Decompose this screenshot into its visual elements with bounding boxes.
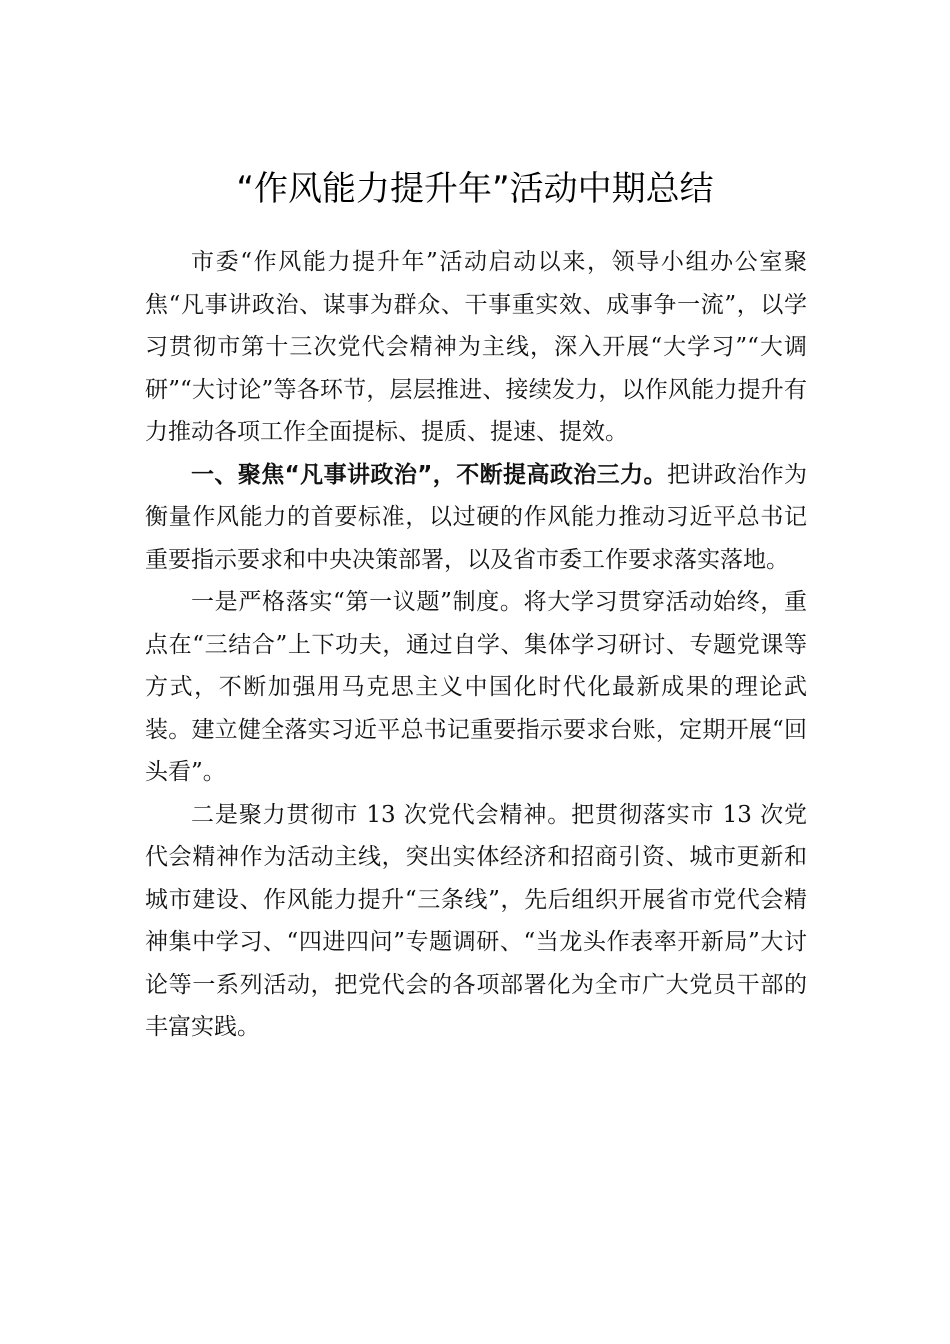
paragraph-text: 市委“作风能力提升年”活动启动以来，领导小组办公室聚焦“凡事讲政治、谋事为群众、干事重实效、成事争一流”，以学习贯彻市第十三次党代会精神为主线，深入开展“大学习”“大调研”“大讨论”等各环节，层层推进、接续发力，以作风能力提升有力推动各项工作全面提标、提质、提速、提效。 [145,249,807,445]
paragraph-text: 二是聚力贯彻市 13 次党代会精神。把贯彻落实市 13 次党代会精神作为活动主线，突出实体经济和招商引资、城市更新和城市建设、作风能力提升“三条线”，先后组织开展省市党代会精神集中学习、“四进四问”专题调研、“当龙头作表率开新局”大讨论等一系列活动，把党代会的各项部署化为全市广大党员干部的丰富实践。 [145,801,807,1040]
paragraph-item-two [145,794,807,1049]
paragraph-section-one [145,454,807,582]
paragraph-text: 一是严格落实“第一议题”制度。将大学习贯穿活动始终，重点在“三结合”上下功夫，通过自学、集体学习研讨、专题党课等方式，不断加强用马克思主义中国化时代化最新成果的理论武装。建立健全落实习近平总书记重要指示要求台账，定期开展“回头看”。 [145,589,807,785]
document-title: “作风能力提升年”活动中期总结 [236,169,714,209]
paragraph-text: 把讲政治作为衡量作风能力的首要标准，以过硬的作风能力推动习近平总书记重要指示要求和中央决策部署，以及省市委工作要求落实落地。 [145,461,808,573]
paragraph-item-one [145,581,807,794]
paragraph-intro [145,241,807,454]
document-body [145,241,807,1049]
section-heading: 一、聚焦“凡事讲政治”，不断提高政治三力。 [191,461,667,488]
